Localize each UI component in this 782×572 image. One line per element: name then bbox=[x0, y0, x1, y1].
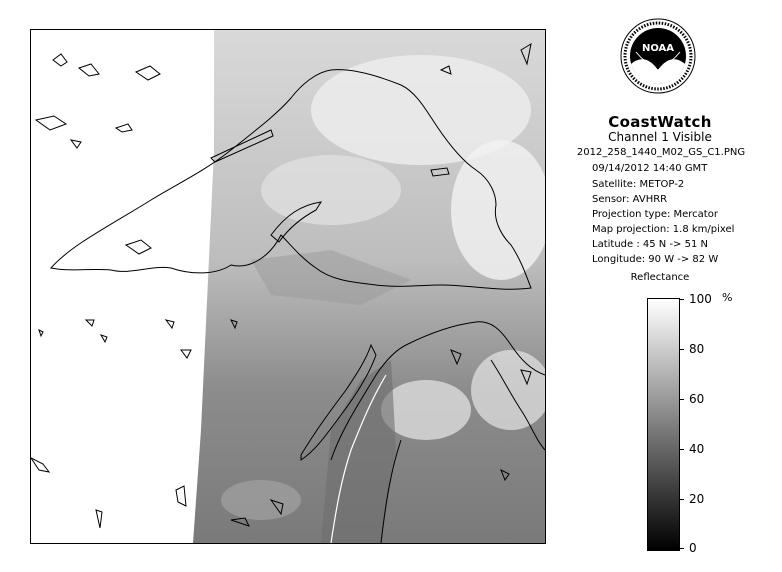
longitude-text: Longitude: 90 W -> 82 W bbox=[592, 254, 719, 265]
logo-text: NOAA bbox=[641, 43, 675, 54]
noaa-seal-icon bbox=[620, 18, 696, 94]
satellite-text: Satellite: METOP-2 bbox=[592, 179, 685, 190]
channel-subtitle: Channel 1 Visible bbox=[608, 130, 712, 144]
legend-tick bbox=[679, 299, 684, 300]
image-filename: 2012_258_1440_M02_GS_C1.PNG bbox=[576, 147, 746, 158]
legend-tick bbox=[679, 449, 684, 450]
map-projection-text: Map projection: 1.8 km/pixel bbox=[592, 224, 735, 235]
projection-type-text: Projection type: Mercator bbox=[592, 209, 718, 220]
legend-tick bbox=[679, 399, 684, 400]
satellite-map bbox=[30, 29, 546, 544]
map-image bbox=[31, 30, 545, 543]
legend-tick-label: 100 bbox=[689, 292, 712, 306]
legend-tick bbox=[679, 548, 684, 549]
reflectance-colorbar bbox=[647, 298, 680, 551]
legend-tick-label: 60 bbox=[689, 392, 705, 406]
legend-tick-label: 20 bbox=[689, 492, 705, 506]
legend-tick bbox=[679, 349, 684, 350]
legend-title: Reflectance bbox=[630, 272, 690, 283]
legend-tick bbox=[679, 499, 684, 500]
sensor-text: Sensor: AVHRR bbox=[592, 194, 668, 205]
latitude-text: Latitude : 45 N -> 51 N bbox=[592, 239, 708, 250]
datetime-text: 09/14/2012 14:40 GMT bbox=[592, 163, 708, 174]
legend-unit: % bbox=[722, 291, 733, 304]
legend-tick-label: 40 bbox=[689, 442, 705, 456]
noaa-logo bbox=[620, 18, 696, 94]
app-title: CoastWatch bbox=[608, 113, 712, 131]
legend-tick-label: 80 bbox=[689, 342, 705, 356]
legend-tick-label: 0 bbox=[689, 541, 697, 555]
